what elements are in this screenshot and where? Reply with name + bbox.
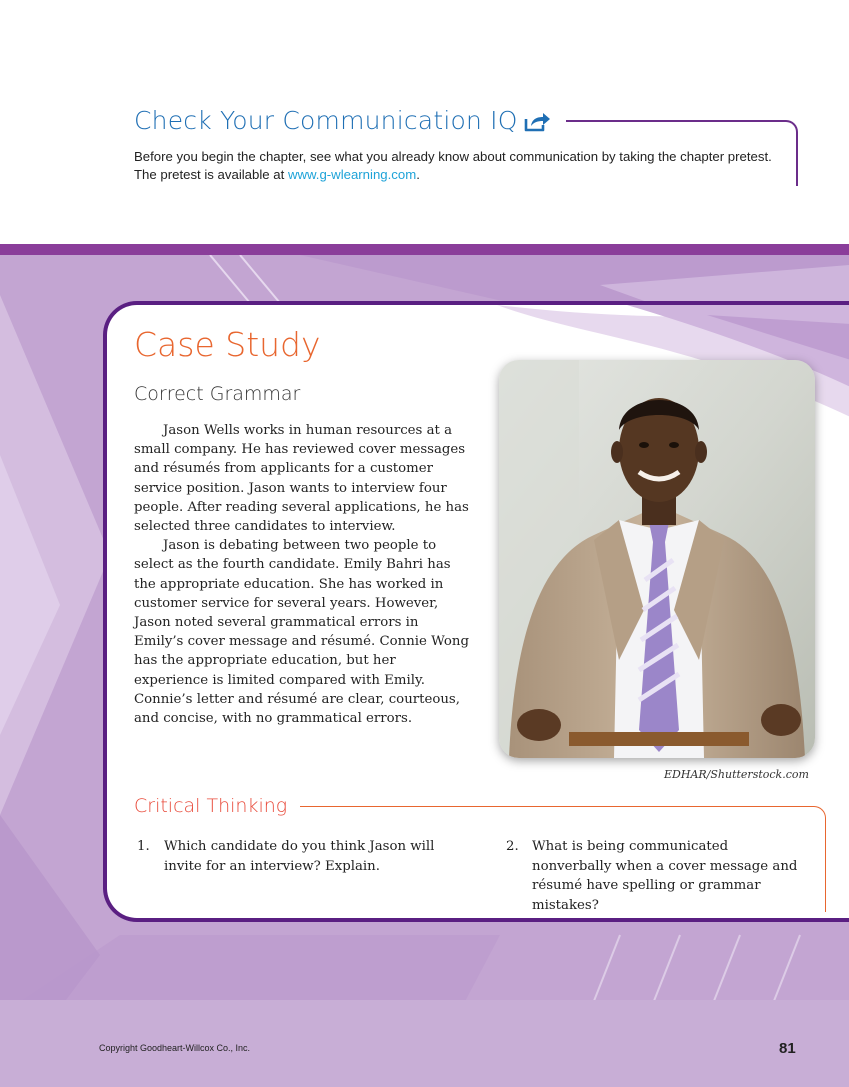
question-item <box>506 837 806 915</box>
case-study-title: Case Study <box>134 325 321 364</box>
question-number: 1. <box>137 839 150 854</box>
photo-credit: EDHAR/Shutterstock.com <box>664 768 809 781</box>
question-text: Which candidate do you think Jason will invite for an interview? Explain. <box>164 839 435 874</box>
critical-thinking-divider <box>300 806 806 807</box>
copyright-notice: Copyright Goodheart-Willcox Co., Inc. <box>99 1043 251 1053</box>
businessman-illustration <box>499 360 815 758</box>
pretest-link[interactable]: www.g-wlearning.com <box>287 167 417 182</box>
iq-divider-corner <box>778 120 798 186</box>
story-paragraph: Jason Wells works in human resources at a small company. He has reviewed cover messages and résumés from applicants for a customer service position. Jason wants to interview four people. After reading several applications, he has selected three candidates to interview. <box>134 423 469 535</box>
question-text: What is being communicated nonverbally when a cover message and résumé have spelling or grammar mistakes? <box>532 839 798 913</box>
case-study-subtitle: Correct Grammar <box>134 383 301 405</box>
band-top-stripe <box>0 244 849 255</box>
iq-divider <box>566 120 786 122</box>
critical-thinking-heading: Critical Thinking <box>134 795 288 817</box>
iq-description: Before you begin the chapter, see what you already know about communication by taking the chapter pretest. The pretest is available at www.g-wlearning.com. <box>134 149 772 182</box>
story-paragraph: Jason is debating between two people to select as the fourth candidate. Emily Bahri has the appropriate education. She has worked in customer service for several years. However, Jason noted several grammatical errors in Emily’s cover message and résumé. Connie Wong has the appropriate education, but her experience is limited compared with Emily. Connie’s letter and résumé are clear, courteous, and concise, with no grammatical errors. <box>134 538 469 727</box>
case-story <box>134 421 470 728</box>
share-arrow-icon[interactable] <box>522 110 552 134</box>
iq-heading: Check Your Communication IQ <box>134 106 518 135</box>
page-number: 81 <box>779 1040 796 1057</box>
businessman-photo <box>499 360 815 758</box>
question-number: 2. <box>506 839 519 854</box>
question-item <box>137 837 457 876</box>
